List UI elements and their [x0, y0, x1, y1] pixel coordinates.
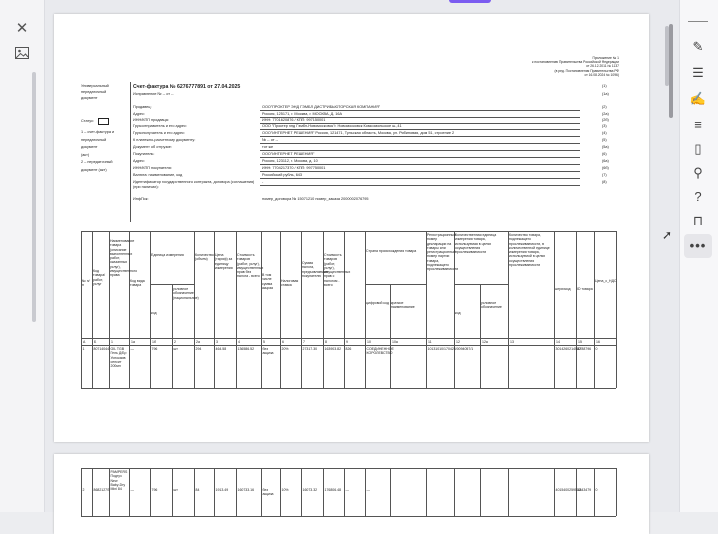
- legend-line: документ: [81, 145, 98, 149]
- field-value: Российский рубль, 643: [262, 173, 303, 177]
- document-page-2: [54, 454, 649, 534]
- header-cell: условное обозначение: [481, 301, 502, 310]
- header-cell: Страна происхождения товара: [366, 249, 417, 253]
- header-cell: Сумма налога, предъявляемая покупателю: [302, 261, 328, 278]
- vertical-scrollbar[interactable]: [669, 24, 673, 118]
- field-label: ИНН/КПП продавца:: [133, 118, 169, 122]
- index-cell: 14: [556, 339, 560, 344]
- index-cell: 12: [456, 339, 460, 344]
- field-label: ИнфПок:: [133, 197, 149, 201]
- column-line: [454, 468, 455, 516]
- field-code: (2): [602, 105, 607, 109]
- legend-line: документ (акт): [81, 167, 107, 172]
- right-toolbar: [679, 0, 718, 512]
- row-cell: 464.58: [215, 347, 227, 351]
- appendix-line: от 16.08.2024 № 1096): [584, 72, 619, 77]
- country-group-line: [365, 284, 426, 285]
- status-label: Статус:: [81, 119, 95, 123]
- header-cell: № п/п: [82, 279, 90, 288]
- field-underline: [260, 164, 580, 165]
- appendix-line: Приложение № 1: [592, 56, 619, 60]
- index-cell: 15: [578, 339, 582, 344]
- column-line: [390, 284, 391, 388]
- row-cell: 27317.30: [302, 347, 318, 351]
- field-underline: [260, 129, 580, 130]
- column-line: [390, 468, 391, 516]
- field-code: (6а): [602, 159, 609, 163]
- row2-bottom-line: [81, 516, 616, 517]
- row-cell: 796: [151, 488, 158, 492]
- field-label: Покупатель:: [133, 152, 155, 156]
- column-line: [616, 468, 617, 516]
- index-cell: 16: [596, 339, 600, 344]
- left-divider: [130, 82, 131, 222]
- left-label-line: передаточный: [81, 90, 107, 94]
- header-cell: Цена_с_НДС: [595, 279, 617, 283]
- book-icon[interactable]: ▯: [694, 141, 702, 156]
- field-code: (2б): [602, 118, 609, 122]
- document-page-1: [54, 14, 649, 442]
- index-cell: 8: [325, 339, 327, 344]
- field-value: ООО"ИНТЕРНЕТ РЕШЕНИЯ" Россия, 121471, Тульская область, Москва, ул. Рябиновая, дом 51, строение 2: [262, 131, 455, 135]
- row-cell: 2: [82, 488, 85, 492]
- more-button[interactable]: •••: [684, 234, 712, 258]
- column-line: [480, 468, 481, 516]
- list-icon[interactable]: ☰: [692, 65, 704, 80]
- title-code: (1): [602, 84, 607, 88]
- header-cell: код: [455, 311, 461, 315]
- column-line: [480, 284, 481, 388]
- header-cell: Налоговая ставка: [281, 279, 299, 288]
- column-line: [616, 231, 617, 388]
- trace-group-line: [454, 284, 508, 285]
- row-cell: 136586.52: [237, 347, 255, 351]
- index-cell: 2: [174, 339, 176, 344]
- header-cell: Цена (тариф) за единицу измерения: [215, 253, 233, 270]
- field-label: Адрес:: [133, 112, 145, 116]
- appendix-line: к постановлению Правительства Российской Федерации: [531, 60, 619, 65]
- thumbnail-scrollbar[interactable]: [32, 72, 36, 322]
- legend-line: 1 – счет-фактура и: [81, 130, 115, 134]
- table-bottom-line: [81, 388, 616, 389]
- field-label: К платежно-расчетному документу:: [133, 138, 196, 142]
- field-label: Документ об отгрузке:: [133, 145, 172, 149]
- field-code: (8): [602, 180, 607, 184]
- header-cell: краткое наименование: [391, 301, 415, 310]
- index-cell: 6: [282, 339, 284, 344]
- field-value: -: [262, 180, 264, 184]
- row-cell: 0: [595, 347, 598, 351]
- column-line: [508, 468, 509, 516]
- field-label: Грузополучатель и его адрес:: [133, 131, 186, 135]
- index-cell: 9: [346, 339, 348, 344]
- header-cell: Стоимость товаров (работ, услуг), имущественных прав без налога - всего: [237, 253, 264, 279]
- legend-line: (акт): [81, 152, 90, 157]
- row-cell: СОЕДИНЕННОЕ КОРОЛЕВСТВО: [366, 347, 394, 356]
- field-value: Россия, 123112, г. Москва, д. 10: [262, 159, 318, 163]
- row-cell: шт: [173, 488, 178, 492]
- field-value: ИНН: 7701620876 / КПП: 997150001: [262, 118, 326, 122]
- header-cell: цифровой код: [366, 301, 389, 305]
- header-cell: Количество товара, подлежащего прослеживаемости, в количественной единице измерения товара, используемой в целях осуществления прослеживаемости: [509, 233, 550, 268]
- index-cell: 11: [428, 339, 432, 344]
- header-cell: штрихкод: [555, 287, 571, 291]
- index-cell: 12а: [482, 339, 488, 344]
- correction-line: Исправление № -- от --: [133, 92, 174, 96]
- minus-icon: [688, 21, 708, 22]
- row-cell: 84: [195, 488, 200, 492]
- header-cell: Стоимость товаров (работ, услуг), имущественных прав с налогом - всего: [324, 253, 351, 288]
- field-code: (4): [602, 131, 607, 135]
- index-cell: 10а: [392, 339, 398, 344]
- field-value: тот же: [262, 145, 274, 149]
- row-cell: 4843479: [577, 488, 592, 492]
- open-book-icon[interactable]: ⊓: [692, 213, 704, 228]
- row2-top-line: [81, 468, 616, 469]
- stamp-icon[interactable]: ✍: [689, 91, 707, 106]
- left-panel: [0, 0, 45, 512]
- mouse-cursor: ➚: [662, 228, 673, 242]
- legend-line: передаточный: [81, 137, 107, 142]
- row-cell: 10131010/170425/0094057/1: [427, 347, 474, 351]
- index-cell: 3: [216, 339, 218, 344]
- invoice-title: Счет-фактура № 6276777891 от 27.04.2025: [133, 84, 241, 90]
- field-underline: [260, 150, 580, 151]
- index-cell: 4: [238, 339, 240, 344]
- row-cell: без акциза: [262, 347, 274, 356]
- header-cell: Регистрационный номер декларации на товары или регистрационный номер партии товара, подлежащего прослеживаемости: [427, 233, 459, 272]
- appendix-line: от 26.12.2011 № 1137: [586, 64, 619, 69]
- header-cell: Код вида товара: [130, 279, 145, 288]
- field-label: Грузоотправитель и его адрес:: [133, 124, 187, 128]
- field-underline: [260, 110, 580, 111]
- row-cell: 0: [595, 488, 598, 492]
- index-bottom-line: [81, 345, 616, 346]
- index-cell: 1: [111, 339, 113, 344]
- field-value: ООО"ИНТЕРНЕТ РЕШЕНИЯ": [262, 152, 315, 156]
- field-underline: [260, 178, 580, 179]
- row-cell: 4788796: [577, 347, 592, 351]
- header-cell: ID товара: [577, 287, 593, 291]
- row-cell: 10%: [281, 488, 289, 492]
- row-cell: 3014260214582: [555, 347, 581, 351]
- field-label: Адрес:: [133, 159, 145, 163]
- row-cell: 294: [195, 347, 202, 351]
- row-cell: —: [130, 347, 134, 351]
- column-line: [426, 468, 427, 516]
- row-cell: —: [345, 488, 349, 492]
- field-code: (6б): [602, 166, 609, 170]
- row-cell: шт: [173, 347, 178, 351]
- row-cell: 826: [345, 347, 352, 351]
- field-value: номер_договора № 15071210 номер_заказа 2000002076795: [262, 197, 369, 201]
- row-cell: 176806.48: [324, 488, 342, 492]
- index-cell: Б: [94, 339, 97, 344]
- row-cell: 8682127S: [93, 488, 110, 492]
- field-code: (6): [602, 152, 607, 156]
- header-cell: Наименование товара (описание выполненных работ, оказанных услуг), имущественного права: [110, 239, 138, 278]
- index-cell: 1б: [152, 339, 156, 344]
- status-box: [98, 118, 109, 125]
- header-cell: Количество (объем): [195, 253, 214, 262]
- row-cell: PAMPERS Подгуз New Baby-Dry Mini 84: [110, 470, 128, 492]
- left-label-line: документ: [81, 96, 98, 100]
- header-cell: В том числе сумма акциза: [262, 273, 273, 290]
- field-code: (3): [602, 124, 607, 128]
- index-cell: 2а: [196, 339, 200, 344]
- row-cell: 163903.82: [324, 347, 342, 351]
- close-icon[interactable]: ✕: [15, 20, 29, 37]
- field-label: Продавец:: [133, 105, 152, 109]
- document-viewer: [45, 0, 679, 512]
- field-value: № -- от --: [262, 138, 279, 142]
- header-cell: условное обозначение (национальное): [173, 287, 199, 300]
- edit-icon[interactable]: ✎: [692, 39, 704, 54]
- search-icon[interactable]: ⚲: [693, 165, 703, 180]
- row-cell: 1913.49: [215, 488, 229, 492]
- left-label-line: Универсальный: [81, 84, 109, 88]
- index-cell: 7: [303, 339, 305, 344]
- row-cell: GIL TGB Гель Д/Бр Успокаив сенсит 200мл: [110, 347, 127, 369]
- field-underline: [260, 171, 580, 172]
- field-code: (5): [602, 138, 607, 142]
- header-cell: Единица измерения: [151, 253, 184, 257]
- menu-icon[interactable]: ≡: [694, 117, 702, 132]
- correction-code: (1а): [602, 92, 609, 96]
- field-label: Идентификатор государственного контракта, договора (соглашения) (при наличии):: [133, 180, 255, 189]
- row-cell: 4015400259513: [555, 488, 581, 492]
- field-underline: [260, 136, 580, 137]
- field-value: ООО "Проктер энд Гэмбл-Новомосковск"г. Новомосковск Комсомольское ш.,41: [262, 124, 402, 128]
- top-indicator: [449, 0, 491, 3]
- index-cell: 13: [510, 339, 514, 344]
- row-cell: 160733.16: [237, 488, 255, 492]
- row-cell: без акциза: [262, 488, 274, 497]
- row-cell: 16073.32: [302, 488, 318, 492]
- index-cell: 5: [263, 339, 265, 344]
- row-cell: —: [130, 488, 134, 492]
- index-top-line: [81, 338, 616, 339]
- field-code: (5а): [602, 145, 609, 149]
- field-label: Валюта: наименование, код: [133, 173, 183, 177]
- field-label: ИНН/КПП покупателя:: [133, 166, 172, 170]
- field-underline: [260, 185, 580, 186]
- row-cell: 796: [151, 347, 158, 351]
- legend-line: 2 – передаточный: [81, 160, 113, 164]
- appendix-line: (в ред. Постановления Правительства РФ: [554, 68, 619, 73]
- field-value: ООО"ПРОКТЕР ЭНД ГЭМБЛ ДИСТРИБЬЮТОРСКАЯ КОМПАНИЯ": [262, 105, 381, 109]
- row-cell: 20%: [281, 347, 289, 351]
- header-cell: Код товара/ работ, услуг: [93, 269, 106, 286]
- field-code: (7): [602, 173, 607, 177]
- row-cell: —: [366, 488, 370, 492]
- index-cell: А: [83, 339, 86, 344]
- header-cell: Количественная единица измерения товара, используемая в целях осуществления прослеживаемости: [455, 233, 497, 255]
- table-top-line: [81, 231, 616, 232]
- field-value: Россия, 125171, г. Москва, г. МОСКВА, Д. 16А: [262, 112, 343, 116]
- index-cell: 1а: [131, 339, 135, 344]
- field-underline: [260, 143, 580, 144]
- index-cell: 10: [367, 339, 371, 344]
- row-cell: 80714044: [93, 347, 110, 351]
- field-value: ИНН: 7704217370 / КПП: 997750001: [262, 166, 326, 170]
- field-underline: [260, 157, 580, 158]
- field-code: (2а): [602, 112, 609, 116]
- image-icon[interactable]: [13, 46, 31, 64]
- header-cell: код: [151, 311, 157, 315]
- row-cell: 1: [82, 347, 85, 351]
- help-icon[interactable]: ?: [694, 189, 702, 204]
